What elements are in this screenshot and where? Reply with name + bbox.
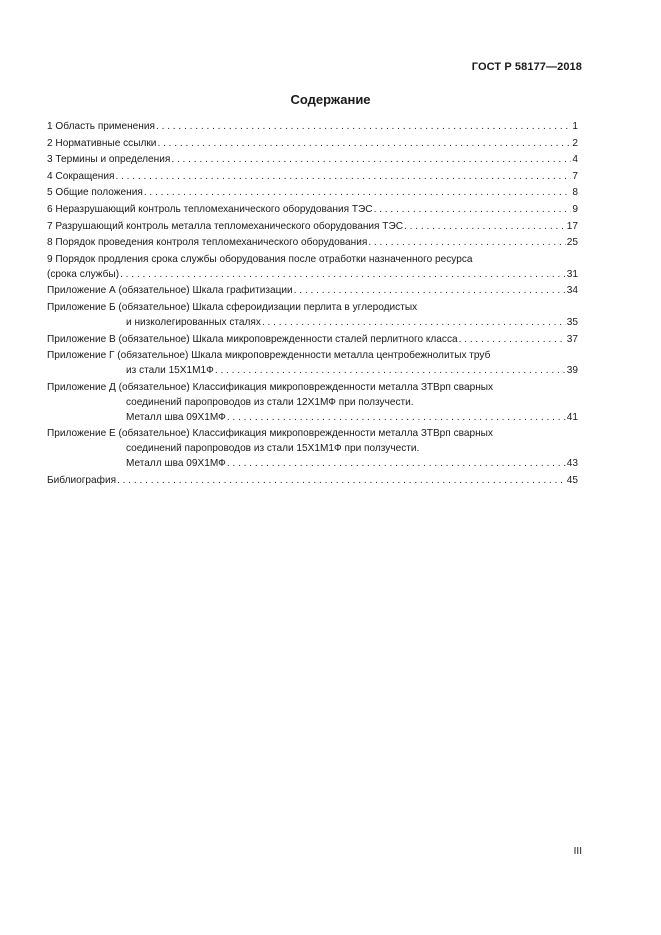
toc-leader-dots <box>157 136 571 151</box>
toc-entry[interactable] <box>47 380 578 425</box>
toc-page-number: 4 <box>572 154 578 166</box>
toc-entry[interactable] <box>47 348 578 378</box>
toc-leader-dots <box>459 332 566 347</box>
toc-leader-dots <box>294 283 566 298</box>
toc-line <box>47 363 578 378</box>
toc-entry[interactable] <box>47 202 578 217</box>
toc-line <box>47 395 578 410</box>
toc-line <box>47 202 578 217</box>
toc-line <box>47 152 578 167</box>
toc-entry-title: 6 Неразрушающий контроль тепломеханического оборудования ТЭС <box>47 203 373 215</box>
toc-entry-title: 4 Сокращения <box>47 170 115 182</box>
toc-entry[interactable] <box>47 235 578 250</box>
toc-line <box>47 410 578 425</box>
toc-leader-dots <box>368 235 565 250</box>
toc-entry[interactable] <box>47 136 578 151</box>
toc-entry-title: 1 Область применения <box>47 121 155 132</box>
toc-line <box>47 473 578 488</box>
toc-page-number: 41 <box>566 411 578 423</box>
toc-entry-title: (срока службы) <box>47 268 120 280</box>
toc-entry[interactable] <box>47 252 578 282</box>
toc-entry[interactable] <box>47 169 578 184</box>
toc-leader-dots <box>227 456 566 471</box>
toc-leader-dots <box>404 219 566 234</box>
toc-line <box>47 235 578 250</box>
toc-leader-dots <box>117 473 566 488</box>
toc-entry[interactable] <box>47 300 578 330</box>
toc-leader-dots <box>215 363 566 378</box>
toc-leader-dots <box>374 202 572 217</box>
toc-line <box>47 185 578 200</box>
toc-page-number: 8 <box>572 187 578 199</box>
toc-leader-dots <box>120 267 566 282</box>
toc-line <box>47 136 578 151</box>
toc-entry-title: Библиография <box>47 474 117 486</box>
toc-entry-title: 9 Порядок продления срока службы оборудования после отработки назначенного ресурса <box>47 253 473 265</box>
toc-entry-title: Приложение А (обязательное) Шкала графитизации <box>47 285 293 297</box>
toc-entry[interactable] <box>47 119 578 134</box>
toc-entry-title: 2 Нормативные ссылки <box>47 137 157 149</box>
toc-entry-title: соединений паропроводов из стали 12Х1МФ при ползучести. <box>126 396 414 408</box>
toc-page-number: 9 <box>572 203 578 215</box>
table-of-contents <box>47 119 578 490</box>
toc-entry-title: Приложение Г (обязательное) Шкала микроповрежденности металла центробежнолитых труб <box>47 350 491 362</box>
toc-entry[interactable] <box>47 152 578 167</box>
toc-entry[interactable] <box>47 332 578 347</box>
toc-entry[interactable] <box>47 473 578 488</box>
toc-page-number: 31 <box>566 268 578 280</box>
toc-line <box>47 169 578 184</box>
toc-page-number: 25 <box>566 237 578 249</box>
toc-line <box>47 456 578 471</box>
toc-entry[interactable] <box>47 185 578 200</box>
toc-line <box>47 283 578 298</box>
toc-page-number: 2 <box>572 137 578 149</box>
toc-line <box>47 252 578 267</box>
toc-entry-title: Приложение Б (обязательное) Шкала сфероидизации перлита в углеродистых <box>47 301 418 313</box>
page-folio: III <box>573 846 582 857</box>
toc-entry[interactable] <box>47 283 578 298</box>
toc-leader-dots <box>262 315 566 330</box>
toc-entry-title: и низколегированных сталях <box>126 316 261 328</box>
toc-leader-dots <box>144 185 572 200</box>
toc-leader-dots <box>171 152 571 167</box>
toc-entry-title: Металл шва 09Х1МФ <box>126 458 226 470</box>
toc-entry-title: 5 Общие положения <box>47 187 143 199</box>
toc-entry-title: соединений паропроводов из стали 15Х1М1Ф при ползучести. <box>126 443 420 455</box>
toc-entry-title: Приложение Д (обязательное) Классификация микроповрежденности металла ЗТВрп сварных <box>47 381 494 393</box>
toc-line <box>47 380 578 395</box>
toc-entry[interactable] <box>47 219 578 234</box>
toc-leader-dots <box>227 410 566 425</box>
toc-page-number: 43 <box>566 458 578 470</box>
toc-page-number: 45 <box>566 474 578 486</box>
toc-entry-title: Приложение В (обязательное) Шкала микроповрежденности сталей перлитного класса <box>47 333 458 345</box>
document-number: ГОСТ Р 58177—2018 <box>471 61 582 73</box>
toc-page-number: 37 <box>566 333 578 345</box>
toc-line <box>47 219 578 234</box>
toc-page-number: 1 <box>572 121 578 132</box>
page-title: Содержание <box>290 92 371 107</box>
toc-line <box>47 119 578 134</box>
toc-leader-dots <box>156 119 571 134</box>
toc-page-number: 35 <box>566 316 578 328</box>
toc-page-number: 34 <box>566 285 578 297</box>
toc-entry[interactable] <box>47 426 578 471</box>
toc-entry-title: Приложение Е (обязательное) Классификация микроповрежденности металла ЗТВрп сварных <box>47 428 493 440</box>
toc-page-number: 39 <box>566 365 578 377</box>
toc-line <box>47 441 578 456</box>
toc-line <box>47 315 578 330</box>
toc-entry-title: Металл шва 09Х1МФ <box>126 411 226 423</box>
toc-entry-title: 7 Разрушающий контроль металла тепломеханического оборудования ТЭС <box>47 220 404 232</box>
toc-line <box>47 426 578 441</box>
toc-entry-title: 3 Термины и определения <box>47 154 171 166</box>
toc-page-number: 17 <box>566 220 578 232</box>
toc-entry-title: 8 Порядок проведения контроля тепломеханического оборудования <box>47 237 368 249</box>
toc-page-number: 7 <box>572 170 578 182</box>
toc-entry-title: из стали 15Х1М1Ф <box>126 365 214 377</box>
toc-line <box>47 332 578 347</box>
toc-line <box>47 348 578 363</box>
toc-line <box>47 267 578 282</box>
toc-leader-dots <box>115 169 571 184</box>
toc-line <box>47 300 578 315</box>
